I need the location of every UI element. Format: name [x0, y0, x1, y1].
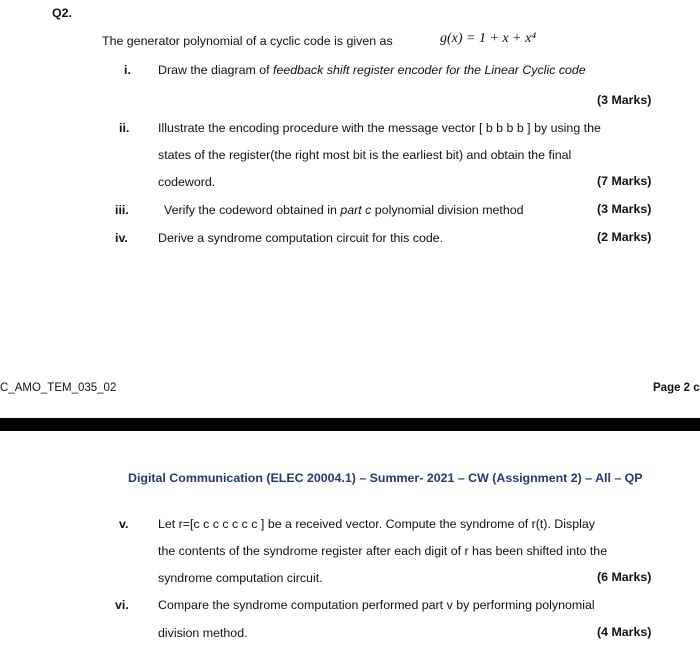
item-v-line1: Let r=[c c c c c c c ] be a received vector. Compute the syndrome of r(t). Display: [158, 517, 595, 531]
item-vi-line1: Compare the syndrome computation performed part v by performing polynomial: [158, 598, 595, 612]
item-ii-line3: codeword.: [158, 175, 216, 189]
item-ii-line1: Illustrate the encoding procedure with the message vector [ b b b b ] by using the: [158, 121, 601, 135]
generator-polynomial: g(x) = 1 + x + x⁴: [440, 31, 537, 46]
item-v-line2: the contents of the syndrome register after each digit of r has been shifted into the: [158, 544, 608, 558]
intro-text: The generator polynomial of a cyclic code is given as: [102, 34, 393, 48]
question-label: Q2.: [52, 6, 72, 20]
item-ii-marks: (7 Marks): [597, 174, 652, 188]
course-header: Digital Communication (ELEC 20004.1) – Summer- 2021 – CW (Assignment 2) – All – QP: [128, 471, 643, 485]
item-iii-numeral: iii.: [115, 203, 129, 217]
page-number: Page 2 c: [653, 382, 700, 394]
item-i-text: Draw the diagram of feedback shift register encoder for the Linear Cyclic code: [158, 63, 586, 77]
item-i-marks: (3 Marks): [597, 93, 652, 107]
item-vi-line2: division method.: [158, 626, 248, 640]
item-ii-numeral: ii.: [119, 121, 130, 135]
item-iv-text: Derive a syndrome computation circuit for this code.: [158, 231, 444, 245]
item-iv-numeral: iv.: [115, 231, 128, 245]
item-v-numeral: v.: [119, 517, 129, 531]
item-vi-numeral: vi.: [115, 598, 129, 612]
item-vi-marks: (4 Marks): [597, 625, 652, 639]
item-ii-line2: states of the register(the right most bit is the earliest bit) and obtain the final: [158, 148, 572, 162]
item-v-line3: syndrome computation circuit.: [158, 571, 323, 585]
page-separator: [0, 418, 700, 431]
document-code: C_AMO_TEM_035_02: [0, 382, 117, 394]
item-iv-marks: (2 Marks): [597, 230, 652, 244]
item-iii-text: Verify the codeword obtained in part c polynomial division method: [164, 203, 524, 217]
item-i-numeral: i.: [124, 63, 131, 77]
item-v-marks: (6 Marks): [597, 570, 652, 584]
item-iii-marks: (3 Marks): [597, 202, 652, 216]
